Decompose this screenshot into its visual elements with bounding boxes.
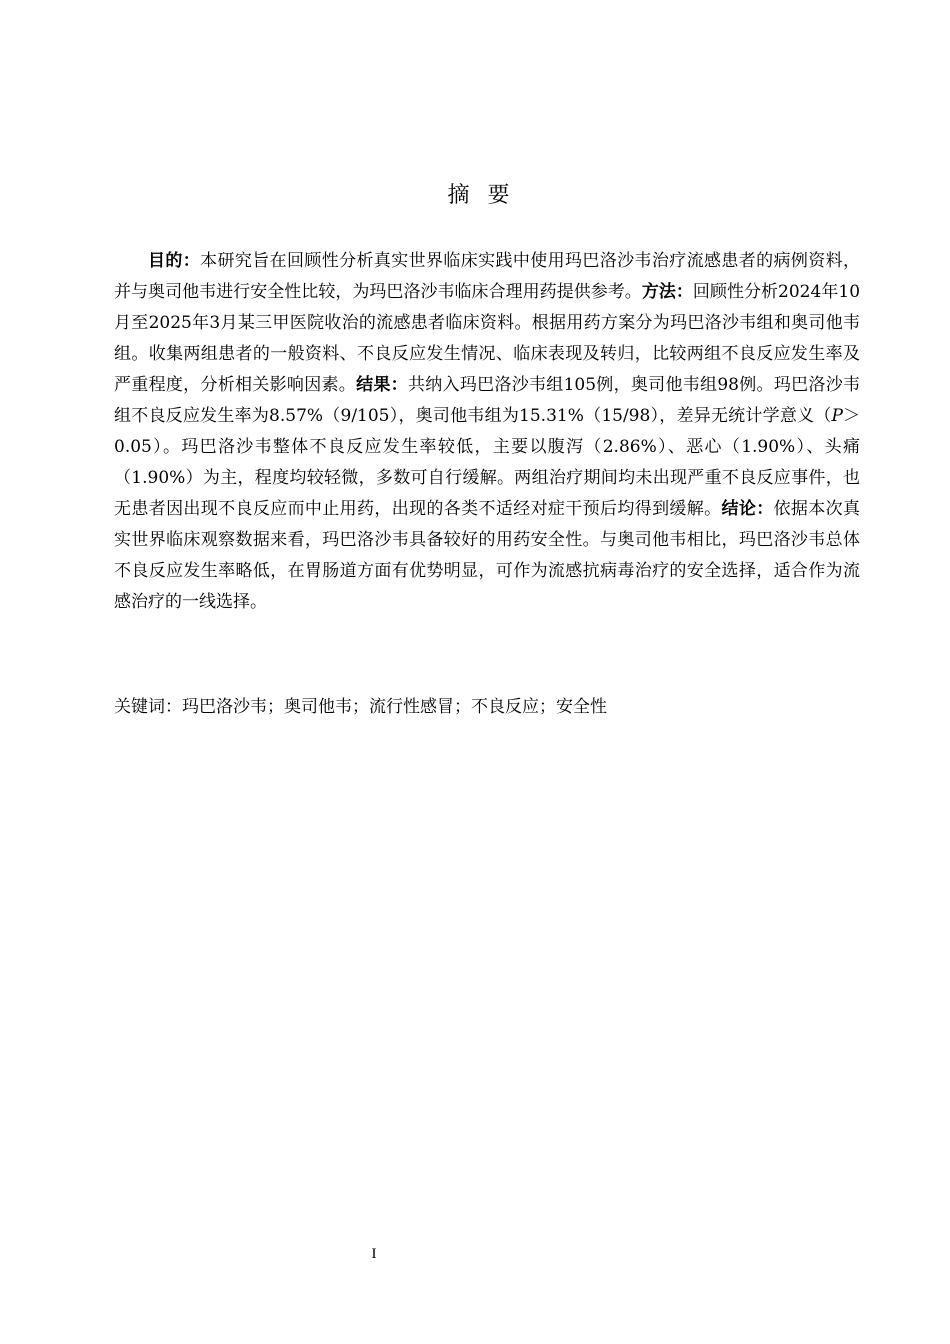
objective-text: 本研究旨在回顾性分析真实世界临床实践中使用玛巴洛沙韦治疗流感患者的病例资料，并与奥司他韦进行安全性比较，为玛巴洛沙韦临床合理用药提供参考。 xyxy=(114,251,860,302)
abstract-paragraph xyxy=(114,246,860,618)
conclusion-label: 结论： xyxy=(721,499,774,519)
keywords-text: 玛巴洛沙韦；奥司他韦；流行性感冒；不良反应；安全性 xyxy=(182,697,607,717)
page-number: I xyxy=(371,1246,377,1262)
p-value-symbol: P xyxy=(831,406,843,426)
page-title: 摘要 xyxy=(447,183,528,208)
results-label: 结果： xyxy=(356,375,408,395)
keywords-label: 关键词： xyxy=(114,697,182,717)
methods-label: 方法： xyxy=(641,282,693,302)
results-text: 共纳入玛巴洛沙韦组105例，奥司他韦组98例。玛巴洛沙韦组不良反应发生率为8.57%（9/105），奥司他韦组为15.31%（15/98），差异无统计学意义（ xyxy=(114,375,861,426)
methods-text: 回顾性分析2024年10月至2025年3月某三甲医院收治的流感患者临床资料。根据用药方案分为玛巴洛沙韦组和奥司他韦组。收集两组患者的一般资料、不良反应发生情况、临床表现及转归，比较两组不良反应发生率及严重程度，分析相关影响因素。 xyxy=(114,282,861,395)
conclusion-text: 依据本次真实世界临床观察数据来看，玛巴洛沙韦具备较好的用药安全性。与奥司他韦相比，玛巴洛沙韦总体不良反应发生率略低，在胃肠道方面有优势明显，可作为流感抗病毒治疗的安全选择，适合作为流感治疗的一线选择。 xyxy=(114,499,861,612)
keywords-line xyxy=(114,693,860,721)
results-text-continued: ＞0.05）。玛巴洛沙韦整体不良反应发生率较低，主要以腹泻（2.86%）、恶心（1.90%）、头痛（1.90%）为主，程度均较轻微，多数可自行缓解。两组治疗期间均未出现严重不良反应事件，也无患者因出现不良反应而中止用药，出现的各类不适经对症干预后均得到缓解。 xyxy=(114,406,860,519)
objective-label: 目的： xyxy=(148,251,201,271)
